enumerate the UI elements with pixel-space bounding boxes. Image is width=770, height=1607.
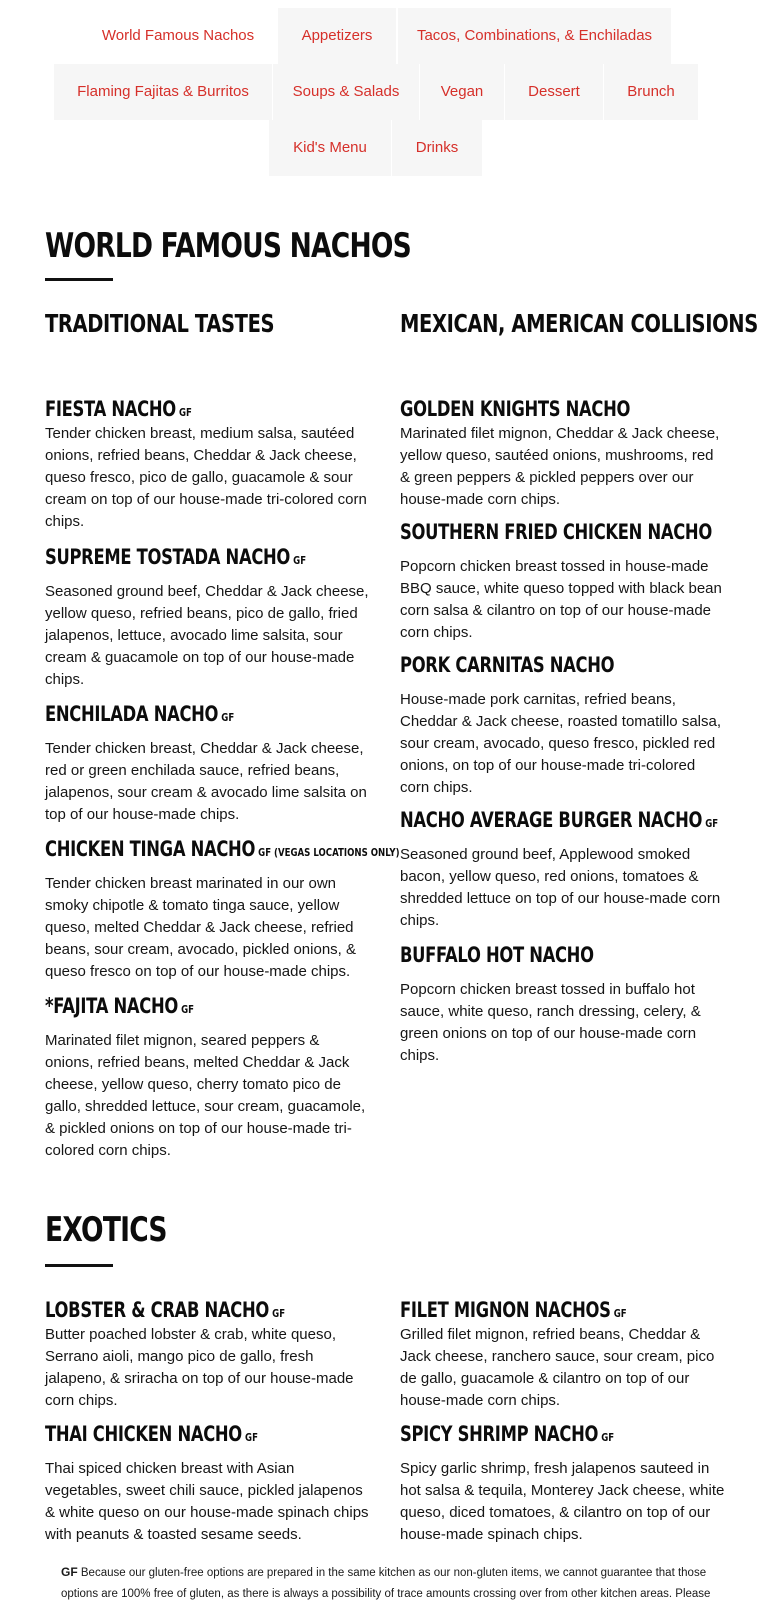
tab-tacos-combinations-enchiladas[interactable]: Tacos, Combinations, & Enchiladas bbox=[398, 8, 671, 64]
item-description: Thai spiced chicken breast with Asian vegetables, sweet chili sauce, pickled jalapenos & white queso on our house-made spinach chips with peanuts & toasted sesame seeds. bbox=[45, 1460, 369, 1543]
item-description: Marinated filet mignon, Cheddar & Jack cheese, yellow queso, sautéed onions, mushrooms, red & green peppers & pickled peppers over our house-made corn chips. bbox=[400, 425, 720, 508]
gluten-free-badge: GF bbox=[221, 711, 235, 724]
gluten-free-badge: GF bbox=[181, 1003, 195, 1016]
item-name: THAI CHICKEN NACHO bbox=[45, 1422, 242, 1446]
menu-item bbox=[45, 1297, 371, 1412]
item-name: BUFFALO HOT NACHO bbox=[400, 943, 594, 967]
gluten-free-label: GF bbox=[61, 1565, 78, 1579]
gluten-free-badge: GF bbox=[613, 1307, 627, 1320]
item-description: Marinated filet mignon, seared peppers & onions, refried beans, melted Cheddar & Jack cheese, yellow queso, cherry tomato pico de gallo, shredded lettuce, sour cream, guacamole, & pickled onions on top of our house-made tri-colored corn chips. bbox=[45, 1032, 366, 1159]
tab-brunch[interactable]: Brunch bbox=[604, 64, 698, 120]
gluten-free-disclaimer bbox=[61, 1562, 721, 1605]
item-name: PORK CARNITAS NACHO bbox=[400, 653, 615, 677]
gluten-free-badge: GF bbox=[245, 1431, 258, 1444]
item-description: Grilled filet mignon, refried beans, Cheddar & Jack cheese, ranchero sauce, sour cream, pico de gallo, guacamole & cilantro on top of our house-made corn chips. bbox=[400, 1326, 715, 1409]
tab-kids-menu[interactable]: Kid's Menu bbox=[269, 120, 391, 176]
gluten-free-disclaimer-text: Because our gluten-free options are prepared in the same kitchen as our non-gluten items, we cannot guarantee that those options are 100% free of gluten, as there is always a possibility of trace amounts crossing over from other kitchen areas. Please bbox=[61, 1567, 711, 1600]
item-name: SPICY SHRIMP NACHO bbox=[400, 1422, 599, 1446]
menu-item bbox=[45, 701, 371, 826]
column-heading-traditional-tastes: TRADITIONAL TASTES bbox=[45, 309, 275, 338]
tab-soups-salads[interactable]: Soups & Salads bbox=[273, 64, 419, 120]
menu-item bbox=[45, 836, 400, 983]
tab-drinks[interactable]: Drinks bbox=[392, 120, 482, 176]
menu-item bbox=[400, 1421, 726, 1546]
menu-item bbox=[400, 1297, 726, 1412]
item-name: SOUTHERN FRIED CHICKEN NACHO bbox=[400, 520, 712, 544]
item-name: FILET MIGNON NACHOS bbox=[400, 1298, 611, 1322]
menu-item bbox=[45, 544, 371, 691]
item-description: Spicy garlic shrimp, fresh jalapenos sauteed in hot salsa & tequila, Monterey Jack cheese, white queso, diced tomatoes, & cilantro on top of our house-made spinach chips. bbox=[400, 1460, 725, 1543]
item-name: SUPREME TOSTADA NACHO bbox=[45, 545, 291, 569]
item-description: Tender chicken breast marinated in our own smoky chipotle & tomato tinga sauce, yellow queso, melted Cheddar & Jack cheese, refried beans, sour cream, avocado, pickled onions, & queso fresco on top of our house-made chips. bbox=[45, 875, 357, 980]
item-name: NACHO AVERAGE BURGER NACHO bbox=[400, 808, 703, 832]
menu-item bbox=[400, 652, 726, 799]
gluten-free-badge: GF bbox=[272, 1307, 286, 1320]
item-name: *FAJITA NACHO bbox=[45, 994, 179, 1018]
section-title-world-famous-nachos: WORLD FAMOUS NACHOS bbox=[45, 226, 411, 266]
gluten-free-badge: GF bbox=[293, 554, 307, 567]
item-name: ENCHILADA NACHO bbox=[45, 702, 219, 726]
item-description: Butter poached lobster & crab, white queso, Serrano aioli, mango pico de gallo, fresh jalapeno, & sriracha on top of our house-made corn chips. bbox=[45, 1326, 354, 1409]
item-description: Tender chicken breast, Cheddar & Jack cheese, red or green enchilada sauce, refried beans, jalapenos, sour cream & avocado lime salsita on top of our house-made chips. bbox=[45, 740, 367, 823]
menu-item bbox=[45, 993, 371, 1162]
section-title-underline bbox=[45, 1264, 113, 1267]
menu-item bbox=[45, 396, 371, 533]
gluten-free-badge: GF bbox=[178, 406, 192, 419]
tab-flaming-fajitas-burritos[interactable]: Flaming Fajitas & Burritos bbox=[54, 64, 272, 120]
column-heading-mexican-american-collisions: MEXICAN, AMERICAN COLLISIONS bbox=[400, 309, 758, 338]
menu-item bbox=[400, 396, 726, 511]
menu-item bbox=[400, 807, 726, 932]
gluten-free-badge: GF bbox=[601, 1431, 615, 1444]
menu-item bbox=[400, 942, 726, 1067]
item-name: FIESTA NACHO bbox=[45, 397, 176, 421]
item-name: GOLDEN KNIGHTS NACHO bbox=[400, 397, 631, 421]
item-description: Popcorn chicken breast tossed in buffalo hot sauce, white queso, ranch dressing, celery, & green onions on top of our house-made corn chips. bbox=[400, 981, 701, 1064]
tab-vegan[interactable]: Vegan bbox=[420, 64, 504, 120]
tab-world-famous-nachos[interactable]: World Famous Nachos bbox=[101, 27, 255, 44]
item-description: Seasoned ground beef, Applewood smoked bacon, yellow queso, red onions, tomatoes & shredded lettuce on top of our house-made corn chips. bbox=[400, 846, 721, 929]
menu-item bbox=[45, 1421, 371, 1546]
tab-dessert[interactable]: Dessert bbox=[505, 64, 603, 120]
item-name: LOBSTER & CRAB NACHO bbox=[45, 1298, 270, 1322]
item-description: Seasoned ground beef, Cheddar & Jack cheese, yellow queso, refried beans, pico de gallo, fried jalapenos, lettuce, avocado lime salsita, sour cream & guacamole on top of our house-made chips. bbox=[45, 583, 369, 688]
section-title-underline bbox=[45, 278, 113, 281]
item-name: CHICKEN TINGA NACHO bbox=[45, 837, 256, 861]
section-title-exotics: EXOTICS bbox=[45, 1210, 167, 1250]
gluten-free-badge: GF bbox=[705, 817, 719, 830]
item-description: Popcorn chicken breast tossed in house-made BBQ sauce, white queso topped with black bean corn salsa & cilantro on top of our house-made corn chips. bbox=[400, 558, 722, 641]
menu-item bbox=[400, 519, 726, 644]
item-description: Tender chicken breast, medium salsa, sautéed onions, refried beans, Cheddar & Jack cheese, queso fresco, pico de gallo, guacamole & sour cream on top of our house-made tri-colored corn chips. bbox=[45, 425, 367, 530]
gluten-free-badge: GF (VEGAS LOCATIONS ONLY) bbox=[258, 846, 400, 859]
tab-appetizers[interactable]: Appetizers bbox=[278, 8, 396, 64]
item-description: House-made pork carnitas, refried beans, Cheddar & Jack cheese, roasted tomatillo salsa, sour cream, avocado, queso fresco, pickled red onions, on top of our house-made tri-colored corn chips. bbox=[400, 691, 721, 796]
